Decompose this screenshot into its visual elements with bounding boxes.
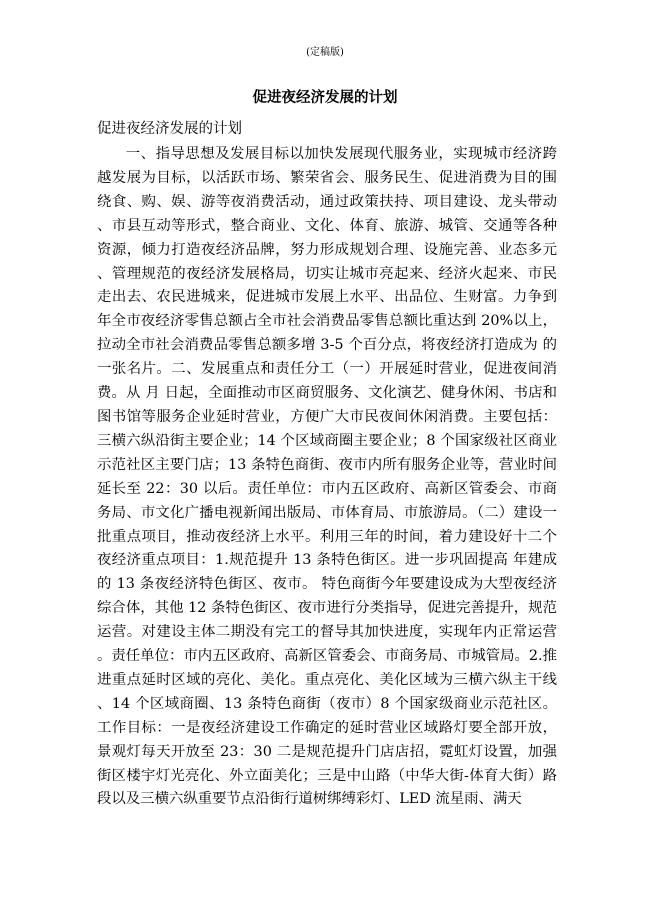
version-tag: (定稿版) xyxy=(306,47,344,58)
body-paragraph: 一、指导思想及发展目标以加快发展现代服务业，实现城市经济跨越发展为目标，以活跃市场、繁荣省会、服务民生、促进消费为目的围绕食、购、娱、游等夜消费活动，通过政策扶持、项目建设、龙头带动、市县互动等形式，整合商业、文化、体育、旅游、城管、交通等各种资源，倾力打造夜经济品牌，努力形成规划合理、设施完善、业态多元、管理规范的夜经济发展格局，切实让城市亮起来、经济火起来、市民走出去、农民进城来，促进城市发展上水平、出品位、生财富。力争到 年全市夜经济零售总额占全市社会消费品零售总额比重达到 20%以上，拉动全市社会消费品零售总额多增 3-5 个百分点，将夜经济打造成为 的一张名片。二、发展重点和责任分工（一）开展延时营业，促进夜间消费。从 月 日起，全面推动市区商贸服务、文化演艺、健身休闲、书店和图书馆等服务企业延时营业，方便广大市民夜间休闲消费。主要包括：三横六纵沿街主要企业；14 个区域商圈主要企业；8 个国家级社区商业示范社区主要门店；13 条特色商街、夜市内所有服务企业等，营业时间延长至 22：30 以后。责任单位：市内五区政府、高新区管委会、市商务局、市文化广播电视新闻出版局、市体育局、市旅游局。（二）建设一批重点项目，推动夜经济上水平。利用三年的时间，着力建设好十二个夜经济重点项目：1.规范提升 13 条特色街区。进一步巩固提高 年建成的 13 条夜经济特色街区、夜市。 特色商街今年要建设成为大型夜经济综合体，其他 12 条特色街区、夜市进行分类指导，促进完善提升，规范运营。对建设主体二期没有完工的督导其加快进度，实现年内正常运营。责任单位：市内五区政府、高新区管委会、市商务局、市城管局。2.推进重点延时区域的亮化、美化。重点亮化、美化区域为三横六纵主干线、14 个区域商圈、13 条特色商街（夜市）8 个国家级商业示范社区。工作目标：一是夜经济建设工作确定的延时营业区域路灯要全部开放，景观灯每天开放至 23：30 二是规范提升门店店招，霓虹灯设置，加强街区楼宇灯光亮化、外立面美化；三是中山路（中华大街-体育大街）路段以及三横六纵重要节点沿街行道树绑缚彩灯、LED 流星雨、满天 xyxy=(97,146,557,808)
document-subtitle: 促进夜经济发展的计划 xyxy=(97,121,242,137)
document-title: 促进夜经济发展的计划 xyxy=(252,89,398,106)
